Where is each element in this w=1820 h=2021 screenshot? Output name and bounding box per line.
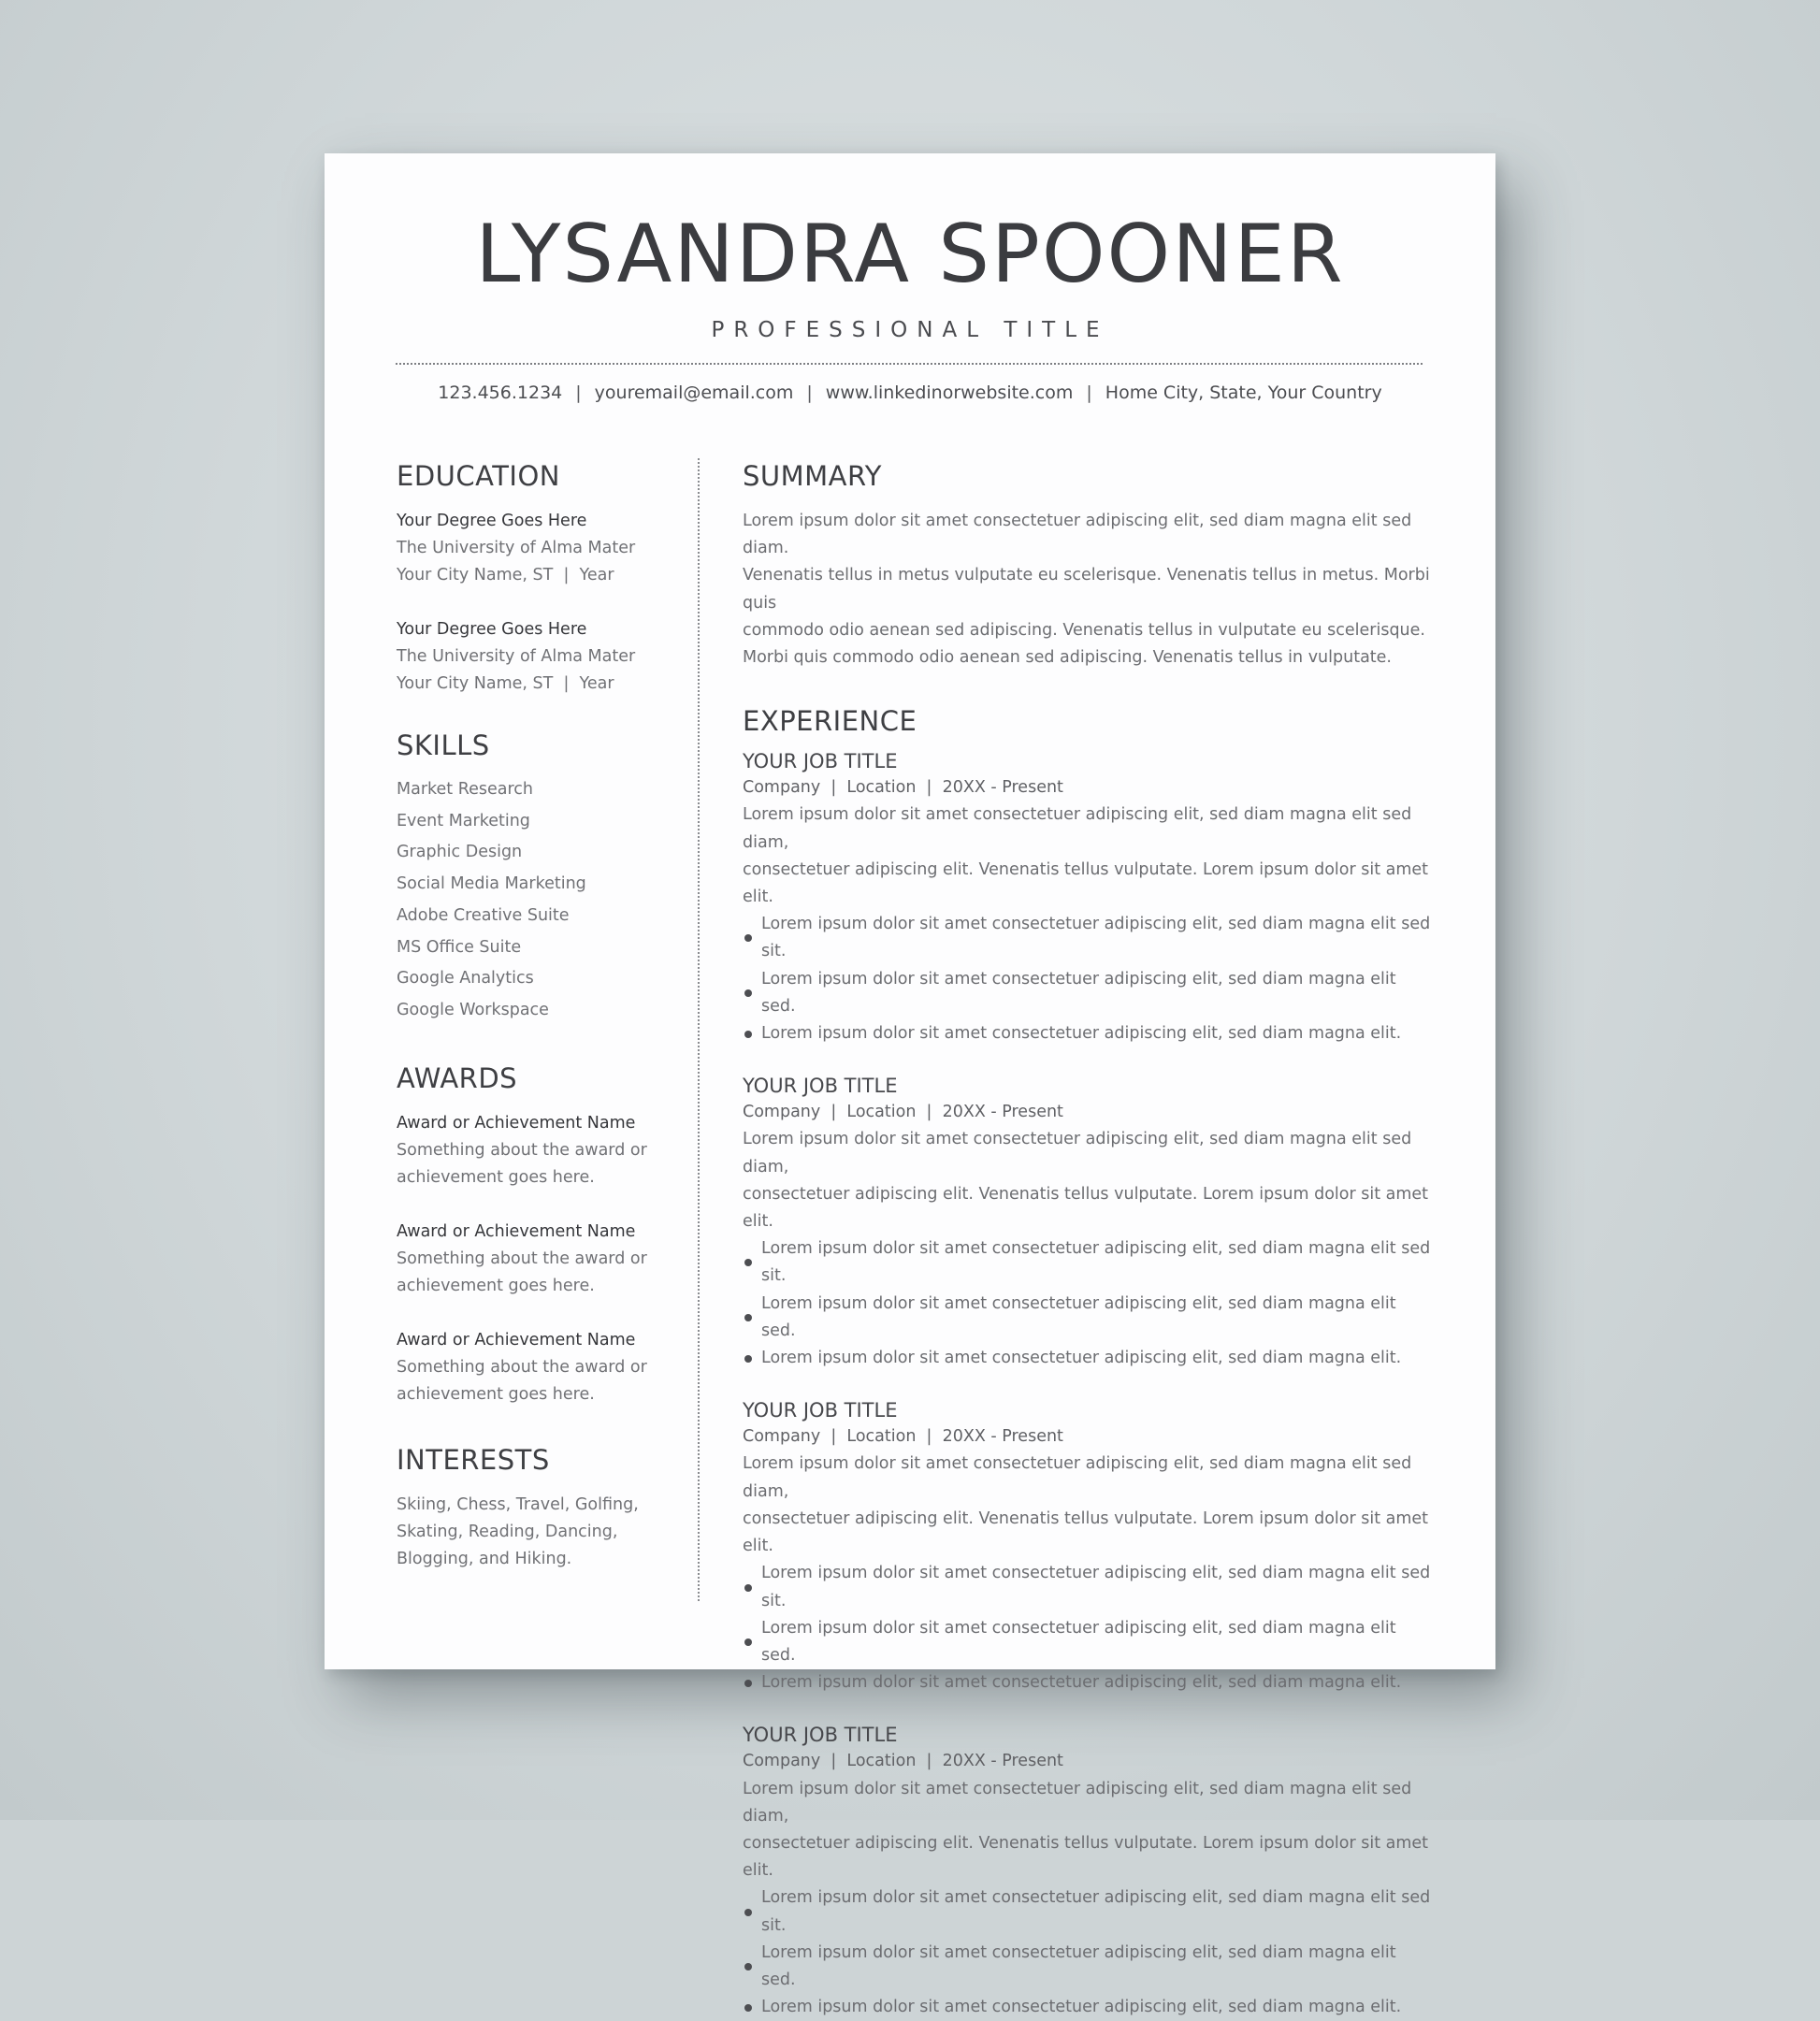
bullet-icon [744, 1584, 752, 1592]
school: The University of Alma Mater [397, 539, 636, 557]
bullet-text: Lorem ipsum dolor sit amet consectetuer adipiscing elit, sed diam magna elit. [761, 1349, 1402, 1368]
award-description: Something about the award or [397, 1357, 647, 1377]
interests-line: Blogging, and Hiking. [397, 1549, 572, 1568]
job-bullet [743, 1291, 1435, 1345]
education-heading: EDUCATION [397, 460, 561, 492]
job-description: consectetuer adipiscing elit. Venenatis tellus vulputate. Lorem ipsum dolor sit amet elit. [743, 1509, 1429, 1556]
skill-item: Event Marketing [397, 811, 530, 830]
award-description: achievement goes here. [397, 1276, 595, 1295]
bullet-text: Lorem ipsum dolor sit amet consectetuer adipiscing elit, sed diam magna elit sed sit. [761, 1239, 1431, 1286]
candidate-name: LYSANDRA SPOONER [475, 208, 1345, 301]
phone-number: 123.456.1234 [438, 383, 563, 403]
job-bullet [743, 1669, 1435, 1696]
bullet-text: Lorem ipsum dolor sit amet consectetuer adipiscing elit, sed diam magna elit sed sit. [761, 1564, 1431, 1610]
summary-line: commodo odio aenean sed adipiscing. Venenatis tellus in vulputate eu scelerisque. [743, 620, 1425, 640]
award-name: Award or Achievement Name [397, 1221, 636, 1241]
bullet-text: Lorem ipsum dolor sit amet consectetuer adipiscing elit, sed diam magna elit. [761, 1024, 1402, 1044]
skill-item: Google Workspace [397, 1000, 549, 1019]
bullet-icon [744, 1259, 752, 1266]
summary-text [743, 508, 1435, 671]
award-description: Something about the award or [397, 1249, 647, 1268]
award-entry [397, 1327, 677, 1408]
summary-line: Venenatis tellus in metus vulputate eu scelerisque. Venenatis tellus in metus. Morbi quis [743, 566, 1430, 613]
job-bullet [743, 1235, 1435, 1290]
job-bullet [743, 1560, 1435, 1614]
left-column [397, 458, 677, 1573]
email-address: youremail@email.com [594, 383, 794, 403]
bullet-text: Lorem ipsum dolor sit amet consectetuer adipiscing elit, sed diam magna elit sed. [761, 1293, 1396, 1340]
job-description: consectetuer adipiscing elit. Venenatis tellus vulputate. Lorem ipsum dolor sit amet elit. [743, 859, 1429, 907]
bullet-text: Lorem ipsum dolor sit amet consectetuer adipiscing elit, sed diam magna elit. [761, 1673, 1402, 1693]
award-entry [397, 1110, 677, 1191]
bullet-text: Lorem ipsum dolor sit amet consectetuer adipiscing elit, sed diam magna elit sed sit. [761, 915, 1431, 961]
award-description: achievement goes here. [397, 1384, 595, 1404]
bullet-icon [744, 1355, 752, 1363]
summary-line: Morbi quis commodo odio aenean sed adipiscing. Venenatis tellus in vulputate. [743, 648, 1392, 668]
bullet-icon [744, 1638, 752, 1646]
award-name: Award or Achievement Name [397, 1113, 636, 1133]
job-entry [743, 748, 1435, 1047]
job-bullet [743, 911, 1435, 965]
job-bullet [743, 966, 1435, 1020]
degree: Your Degree Goes Here [397, 512, 587, 530]
job-description: Lorem ipsum dolor sit amet consectetuer adipiscing elit, sed diam magna elit sed diam, [743, 805, 1412, 852]
job-bullet [743, 1884, 1435, 1939]
bullet-icon [744, 934, 752, 942]
award-name: Award or Achievement Name [397, 1330, 636, 1350]
job-meta: Company | Location | 20XX - Present [743, 1427, 1063, 1447]
interests-line: Skating, Reading, Dancing, [397, 1522, 618, 1541]
bullet-text: Lorem ipsum dolor sit amet consectetuer adipiscing elit, sed diam magna elit sed. [761, 969, 1396, 1016]
bullet-icon [744, 1963, 752, 1970]
job-meta: Company | Location | 20XX - Present [743, 778, 1063, 798]
skill-item: MS Office Suite [397, 937, 522, 957]
contact-separator: | [575, 383, 582, 403]
home-location: Home City, State, Your Country [1105, 383, 1382, 403]
job-entry [743, 1722, 1435, 2021]
skill-item: Graphic Design [397, 843, 523, 862]
contact-separator: | [806, 383, 813, 403]
contact-line [325, 383, 1495, 403]
bullet-text: Lorem ipsum dolor sit amet consectetuer adipiscing elit, sed diam magna elit sed. [761, 1942, 1396, 1989]
skills-heading: SKILLS [397, 729, 490, 761]
contact-separator: | [1086, 383, 1092, 403]
job-bullet [743, 1994, 1435, 2021]
skill-item: Adobe Creative Suite [397, 905, 570, 925]
summary-heading: SUMMARY [743, 460, 883, 492]
professional-title: PROFESSIONAL TITLE [711, 318, 1109, 342]
job-bullet [743, 1020, 1435, 1047]
bullet-icon [744, 2004, 752, 2012]
job-description: Lorem ipsum dolor sit amet consectetuer adipiscing elit, sed diam magna elit sed diam, [743, 1130, 1412, 1177]
bullet-text: Lorem ipsum dolor sit amet consectetuer adipiscing elit, sed diam magna elit sed. [761, 1618, 1396, 1665]
awards-heading: AWARDS [397, 1061, 518, 1094]
bullet-icon [744, 1314, 752, 1321]
bullet-icon [744, 1680, 752, 1687]
job-bullet [743, 1615, 1435, 1669]
job-meta: Company | Location | 20XX - Present [743, 1752, 1063, 1771]
job-entry [743, 1397, 1435, 1696]
bullet-icon [744, 1909, 752, 1916]
skill-item: Google Analytics [397, 969, 534, 989]
right-column [743, 458, 1435, 2021]
job-title: YOUR JOB TITLE [743, 1399, 898, 1422]
job-meta: Company | Location | 20XX - Present [743, 1103, 1063, 1122]
skill-item: Social Media Marketing [397, 874, 586, 894]
resume-page [325, 153, 1495, 2017]
bullet-text: Lorem ipsum dolor sit amet consectetuer adipiscing elit, sed diam magna elit. [761, 1998, 1402, 2017]
job-description: Lorem ipsum dolor sit amet consectetuer adipiscing elit, sed diam magna elit sed diam, [743, 1454, 1412, 1501]
award-description: achievement goes here. [397, 1167, 595, 1187]
bullet-text: Lorem ipsum dolor sit amet consectetuer adipiscing elit, sed diam magna elit sed sit. [761, 1888, 1431, 1935]
school: The University of Alma Mater [397, 647, 636, 666]
school-location: Your City Name, ST | Year [397, 674, 614, 693]
summary-line: Lorem ipsum dolor sit amet consectetuer adipiscing elit, sed diam magna elit sed diam. [743, 512, 1412, 558]
header-divider [396, 363, 1423, 365]
school-location: Your City Name, ST | Year [397, 566, 614, 585]
job-title: YOUR JOB TITLE [743, 1724, 898, 1747]
interests-heading: INTERESTS [397, 1443, 550, 1476]
education-entry [397, 616, 677, 698]
job-description: consectetuer adipiscing elit. Venenatis tellus vulputate. Lorem ipsum dolor sit amet elit. [743, 1833, 1429, 1881]
award-entry [397, 1219, 677, 1300]
interests-line: Skiing, Chess, Travel, Golfing, [397, 1494, 639, 1514]
education-entry [397, 508, 677, 589]
job-entry [743, 1073, 1435, 1372]
bullet-icon [744, 989, 752, 997]
job-bullet [743, 1940, 1435, 1994]
award-description: Something about the award or [397, 1140, 647, 1160]
job-description: consectetuer adipiscing elit. Venenatis tellus vulputate. Lorem ipsum dolor sit amet elit. [743, 1184, 1429, 1232]
skills-list [397, 774, 677, 1027]
degree: Your Degree Goes Here [397, 620, 587, 639]
website: www.linkedinorwebsite.com [825, 383, 1074, 403]
column-divider [698, 458, 700, 1601]
job-title: YOUR JOB TITLE [743, 1075, 898, 1098]
job-title: YOUR JOB TITLE [743, 750, 898, 773]
job-description: Lorem ipsum dolor sit amet consectetuer adipiscing elit, sed diam magna elit sed diam, [743, 1779, 1412, 1826]
interests-text [397, 1492, 677, 1573]
bullet-icon [744, 1031, 752, 1038]
experience-heading: EXPERIENCE [743, 705, 917, 738]
skill-item: Market Research [397, 780, 533, 799]
job-bullet [743, 1345, 1435, 1372]
